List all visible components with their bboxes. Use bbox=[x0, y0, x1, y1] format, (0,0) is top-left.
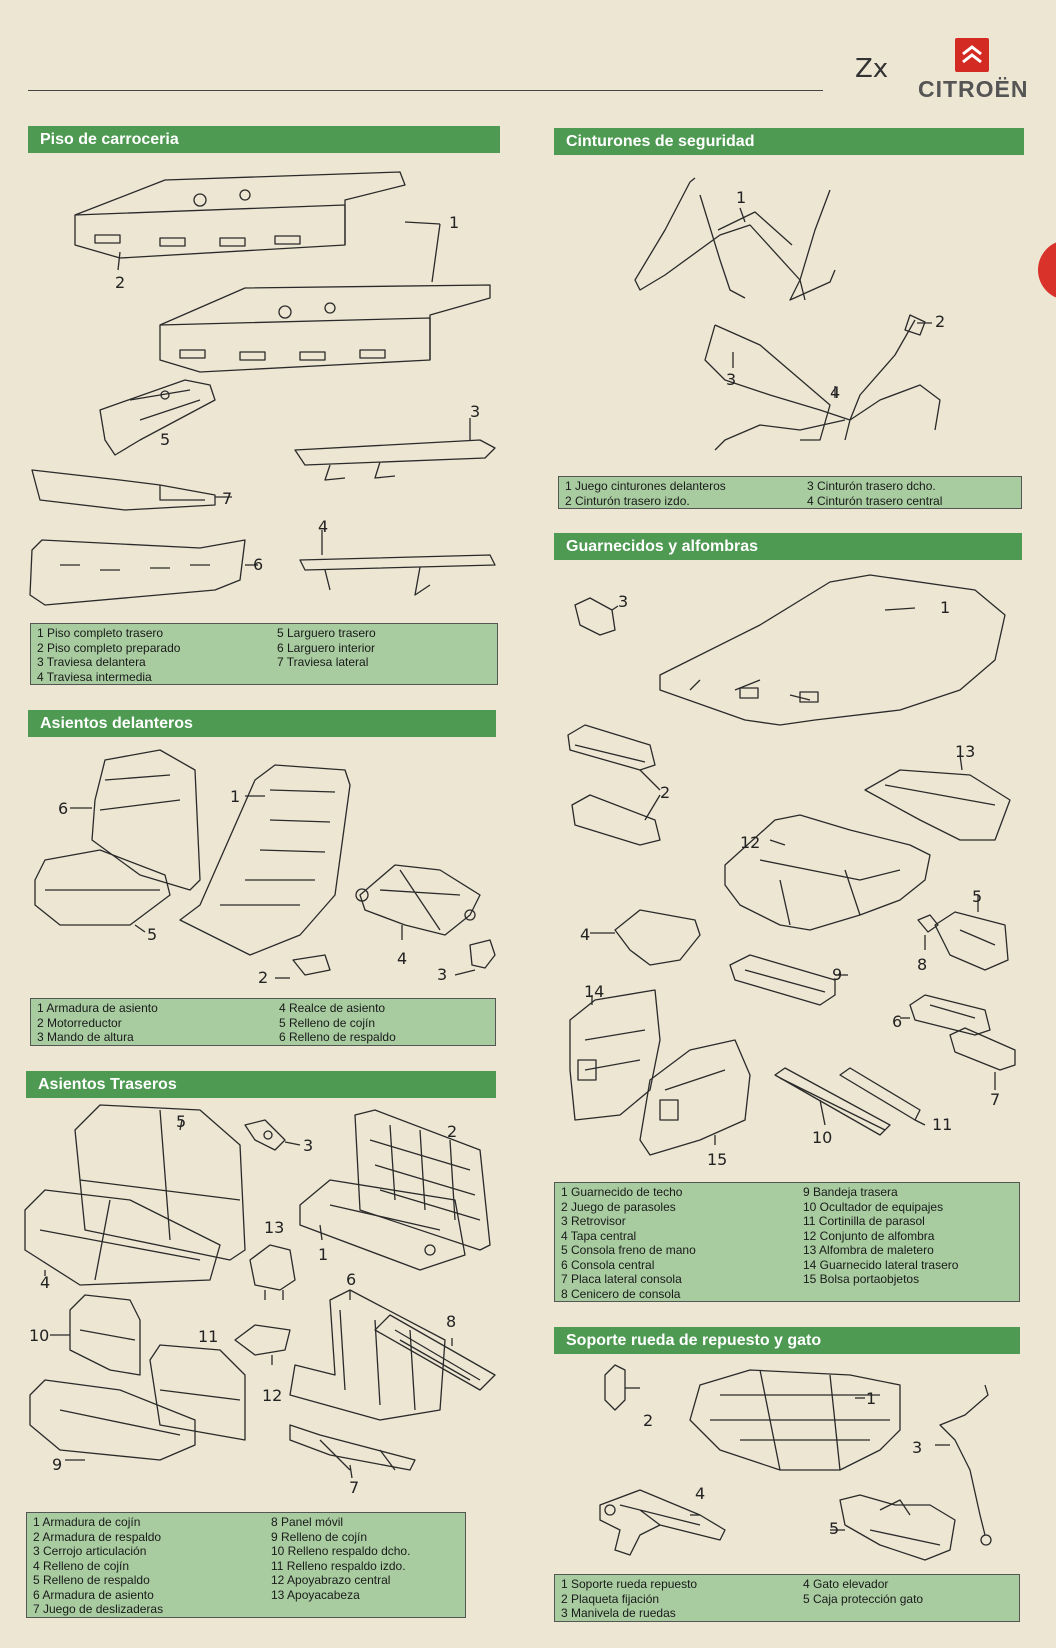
leader-line bbox=[405, 222, 440, 282]
leader-line bbox=[118, 252, 120, 270]
wheel-crank-drawing bbox=[935, 1385, 991, 1545]
legend-item: 7 Juego de deslizaderas bbox=[33, 1602, 164, 1616]
callout-traseros-1: 1 bbox=[318, 1245, 329, 1264]
fixing-plate-drawing bbox=[605, 1365, 640, 1410]
legend-item: 9 Bandeja trasera bbox=[803, 1185, 898, 1199]
front-crossmember-drawing bbox=[295, 418, 495, 480]
legend-item: 2 Plaqueta fijación bbox=[561, 1591, 660, 1606]
callout-guarnecidos-14: 14 bbox=[584, 982, 605, 1001]
callout-traseros-8: 8 bbox=[446, 1312, 457, 1331]
callout-piso-4: 4 bbox=[318, 517, 329, 536]
callout-piso-2: 2 bbox=[115, 273, 126, 292]
trunk-mat-drawing bbox=[865, 755, 1010, 840]
legend-item: 7 Placa lateral consola bbox=[561, 1272, 682, 1286]
front-seatbelts-drawing bbox=[635, 178, 835, 300]
legend-item: 2 Cinturón trasero izdo. bbox=[565, 493, 690, 508]
callout-traseros-10: 10 bbox=[29, 1326, 50, 1345]
legend-item: 1 Soporte rueda repuesto bbox=[561, 1577, 698, 1591]
legend-item: 10 Relleno respaldo dcho. bbox=[271, 1544, 411, 1558]
legend-item: 3 Retrovisor bbox=[561, 1214, 626, 1228]
legend-item: 9 Relleno de cojín bbox=[271, 1529, 368, 1544]
legend-item: 6 Armadura de asiento bbox=[33, 1587, 154, 1602]
rear-seatbelts-drawing bbox=[705, 315, 940, 450]
legend-item: 6 Consola central bbox=[561, 1257, 655, 1272]
legend-item: 3 Traviesa delantera bbox=[37, 655, 146, 669]
rear-cushion-small-padding-drawing bbox=[30, 1380, 195, 1460]
callout-traseros-11: 11 bbox=[198, 1327, 219, 1346]
callout-guarnecidos-3: 3 bbox=[618, 592, 629, 611]
center-console-drawing bbox=[900, 995, 990, 1035]
legend-item: 4 Tapa central bbox=[561, 1228, 637, 1243]
legend-item: 14 Guarnecido lateral trasero bbox=[803, 1257, 959, 1272]
height-control-drawing bbox=[455, 940, 495, 975]
sunvisor-curtain-drawing bbox=[840, 1068, 925, 1125]
callout-traseros-9: 9 bbox=[52, 1455, 63, 1474]
rear-backrest-left-padding-drawing bbox=[150, 1345, 245, 1440]
legend-item: 4 Gato elevador bbox=[803, 1577, 889, 1591]
callout-delanteros-4: 4 bbox=[397, 949, 408, 968]
callout-traseros-12: 12 bbox=[262, 1386, 283, 1405]
callout-delanteros-2: 2 bbox=[258, 968, 269, 987]
callout-delanteros-5: 5 bbox=[147, 925, 158, 944]
callout-guarnecidos-8: 8 bbox=[917, 955, 928, 974]
luggage-cover-drawing bbox=[775, 1068, 890, 1135]
callout-piso-7: 7 bbox=[222, 489, 233, 508]
callout-soporte-2: 2 bbox=[643, 1411, 654, 1430]
hinge-latch-drawing bbox=[245, 1120, 300, 1150]
rear-backrest-padding-drawing bbox=[75, 1105, 245, 1260]
legend-item: 4 Cinturón trasero central bbox=[807, 493, 943, 508]
legend-item: 3 Cerrojo articulación bbox=[33, 1544, 147, 1558]
legend-item: 4 Relleno de cojín bbox=[33, 1558, 130, 1573]
slide-rails-drawing bbox=[290, 1425, 415, 1478]
legend-item: 2 Armadura de respaldo bbox=[33, 1529, 162, 1544]
section-title-traseros: Asientos Traseros bbox=[26, 1071, 496, 1098]
legend-item: 6 Relleno de respaldo bbox=[279, 1030, 396, 1044]
section-title-delanteros: Asientos delanteros bbox=[28, 710, 496, 737]
callout-piso-5: 5 bbox=[160, 430, 171, 449]
model-name: Zx bbox=[855, 54, 889, 84]
legend-item: 10 Ocultador de equipajes bbox=[803, 1199, 944, 1214]
section-title-soporte: Soporte rueda de repuesto y gato bbox=[554, 1327, 1020, 1354]
callout-guarnecidos-12: 12 bbox=[740, 833, 761, 852]
ashtray-drawing bbox=[918, 915, 938, 950]
spare-wheel-support-drawing bbox=[690, 1370, 900, 1470]
callout-delanteros-1: 1 bbox=[230, 787, 241, 806]
armrest-drawing bbox=[235, 1325, 290, 1365]
backrest-padding-drawing bbox=[70, 750, 200, 890]
legend-item: 8 Cenicero de consola bbox=[561, 1286, 681, 1301]
rear-shelf-drawing bbox=[730, 955, 848, 1005]
legend-item: 2 Motorreductor bbox=[37, 1015, 122, 1030]
callout-piso-1: 1 bbox=[449, 213, 460, 232]
center-cover-drawing bbox=[590, 910, 700, 965]
legend-item: 13 Alfombra de maletero bbox=[803, 1243, 934, 1257]
headliner-drawing bbox=[660, 575, 1005, 725]
floor-pan-complete-drawing bbox=[75, 172, 405, 258]
callout-traseros-2: 2 bbox=[447, 1122, 458, 1141]
side-crossmember-drawing bbox=[32, 470, 232, 510]
callout-cinturones-4: 4 bbox=[830, 383, 841, 402]
sunvisor-set-drawing bbox=[568, 725, 660, 845]
legend-item: 1 Armadura de asiento bbox=[37, 1001, 158, 1015]
legend-item: 5 Relleno de cojín bbox=[279, 1015, 376, 1030]
mirror-drawing bbox=[575, 598, 618, 635]
callout-soporte-5: 5 bbox=[829, 1519, 840, 1538]
rear-rail-drawing bbox=[100, 380, 215, 455]
callout-cinturones-1: 1 bbox=[736, 188, 747, 207]
legend-item: 8 Panel móvil bbox=[271, 1515, 344, 1529]
callout-guarnecidos-13: 13 bbox=[955, 742, 976, 761]
legend-item: 12 Conjunto de alfombra bbox=[803, 1228, 935, 1243]
brand-name: CITROËN bbox=[918, 76, 1029, 102]
callout-guarnecidos-2: 2 bbox=[660, 783, 671, 802]
rear-backrest-frame-drawing bbox=[355, 1110, 490, 1250]
section-title-cinturones: Cinturones de seguridad bbox=[554, 128, 1024, 155]
seat-frame-drawing bbox=[180, 765, 350, 978]
legend-item: 13 Apoyacabeza bbox=[271, 1587, 360, 1602]
callout-guarnecidos-5: 5 bbox=[972, 887, 983, 906]
legend-item: 3 Mando de altura bbox=[37, 1030, 134, 1044]
callout-traseros-4: 4 bbox=[40, 1273, 51, 1292]
callout-guarnecidos-4: 4 bbox=[580, 925, 591, 944]
legend-item: 1 Piso completo trasero bbox=[37, 626, 164, 640]
rear-seat-frame-drawing bbox=[290, 1290, 445, 1420]
callout-traseros-7: 7 bbox=[349, 1478, 360, 1497]
legend-item: 3 Cinturón trasero dcho. bbox=[807, 479, 936, 493]
callout-guarnecidos-11: 11 bbox=[932, 1115, 953, 1134]
callout-cinturones-2: 2 bbox=[935, 312, 946, 331]
callout-traseros-3: 3 bbox=[303, 1136, 314, 1155]
legend-item: 1 Armadura de cojín bbox=[33, 1515, 141, 1529]
sliding-panel-drawing bbox=[375, 1315, 495, 1390]
seat-riser-drawing bbox=[356, 865, 480, 940]
callout-guarnecidos-15: 15 bbox=[707, 1150, 728, 1169]
legend-item: 11 Cortinilla de parasol bbox=[803, 1214, 925, 1228]
legend-item: 7 Traviesa lateral bbox=[277, 655, 369, 669]
callout-delanteros-6: 6 bbox=[58, 799, 69, 818]
legend-item: 12 Apoyabrazo central bbox=[271, 1573, 391, 1587]
callout-traseros-13: 13 bbox=[264, 1218, 285, 1237]
legend-item: 11 Relleno respaldo izdo. bbox=[271, 1558, 406, 1573]
jack-box-drawing bbox=[830, 1495, 955, 1560]
callout-soporte-1: 1 bbox=[866, 1389, 877, 1408]
callout-piso-3: 3 bbox=[470, 402, 481, 421]
legend-item: 5 Relleno de respaldo bbox=[33, 1573, 150, 1587]
callout-soporte-4: 4 bbox=[695, 1484, 706, 1503]
headrest-drawing bbox=[250, 1245, 295, 1300]
handbrake-console-drawing bbox=[935, 895, 1008, 970]
rear-backrest-right-padding-drawing bbox=[50, 1295, 140, 1375]
callout-piso-6: 6 bbox=[253, 555, 264, 574]
legend-item: 2 Piso completo preparado bbox=[37, 640, 181, 655]
callout-guarnecidos-1: 1 bbox=[940, 598, 951, 617]
legend-item: 1 Guarnecido de techo bbox=[561, 1185, 683, 1199]
intermediate-crossmember-drawing bbox=[300, 530, 495, 595]
legend-item: 3 Manivela de ruedas bbox=[561, 1606, 676, 1620]
section-title-piso: Piso de carroceria bbox=[28, 126, 500, 153]
callout-delanteros-3: 3 bbox=[437, 965, 448, 984]
legend-item: 4 Realce de asiento bbox=[279, 1001, 386, 1015]
console-side-plate-drawing bbox=[950, 1028, 1015, 1090]
callout-guarnecidos-9: 9 bbox=[832, 965, 843, 984]
legend-item: 1 Juego cinturones delanteros bbox=[565, 479, 726, 493]
callout-guarnecidos-10: 10 bbox=[812, 1128, 833, 1147]
legend-item: 2 Juego de parasoles bbox=[561, 1199, 676, 1214]
callout-guarnecidos-7: 7 bbox=[990, 1090, 1001, 1109]
section-title-guarnecidos: Guarnecidos y alfombras bbox=[554, 533, 1022, 560]
callout-soporte-3: 3 bbox=[912, 1438, 923, 1457]
legend-item: 5 Caja protección gato bbox=[803, 1591, 924, 1606]
cushion-padding-drawing bbox=[35, 850, 170, 932]
jack-drawing bbox=[600, 1490, 725, 1555]
inner-rail-drawing bbox=[30, 540, 258, 605]
legend-item: 5 Larguero trasero bbox=[277, 626, 376, 640]
legend-item: 5 Consola freno de mano bbox=[561, 1243, 696, 1257]
legend-item: 4 Traviesa intermedia bbox=[37, 669, 152, 684]
callout-traseros-5: 5 bbox=[176, 1112, 187, 1131]
legend-item: 15 Bolsa portaobjetos bbox=[803, 1272, 920, 1286]
callout-guarnecidos-6: 6 bbox=[892, 1012, 903, 1031]
callout-cinturones-3: 3 bbox=[726, 370, 737, 389]
callout-traseros-6: 6 bbox=[346, 1270, 357, 1289]
floor-pan-prepared-drawing bbox=[160, 285, 490, 372]
legend-item: 6 Larguero interior bbox=[277, 640, 376, 655]
